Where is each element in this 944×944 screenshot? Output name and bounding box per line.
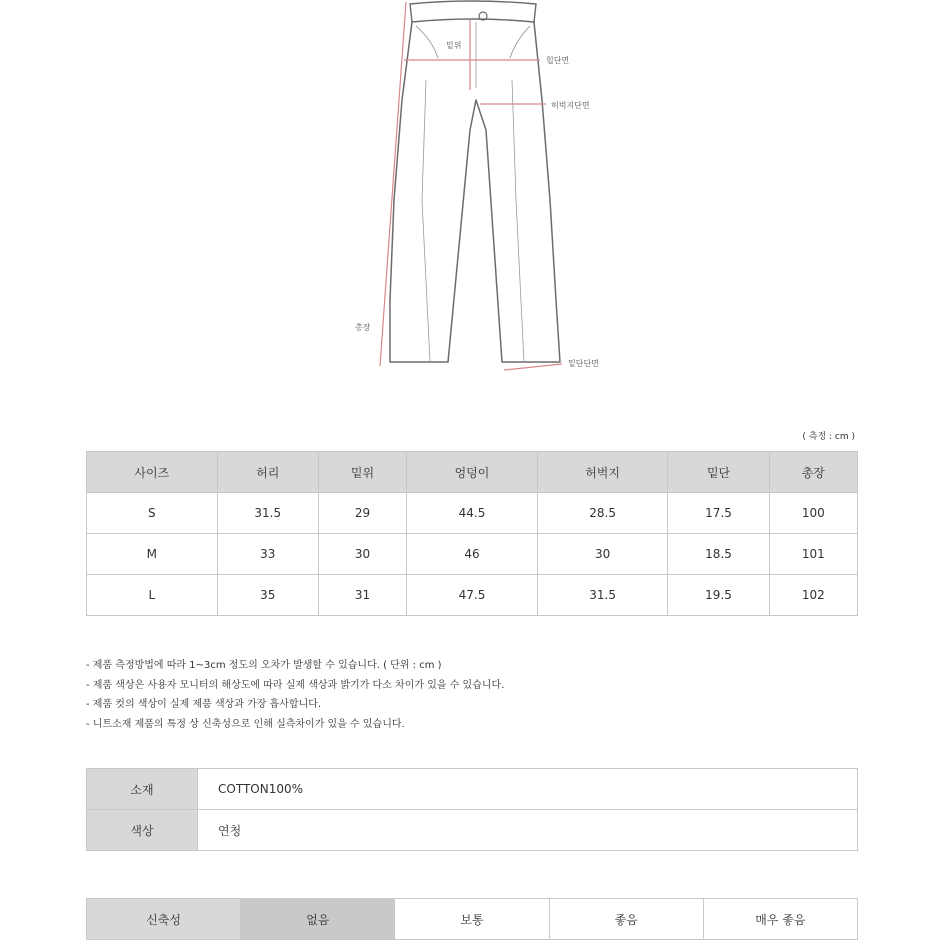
- table-cell: 30: [318, 534, 406, 575]
- stretch-label: 신축성: [87, 899, 241, 940]
- header-thigh: 허벅지: [537, 452, 668, 493]
- table-cell: S: [87, 493, 218, 534]
- hip-label: 힙단면: [546, 56, 570, 65]
- table-cell: 30: [537, 534, 668, 575]
- table-row: [87, 575, 858, 616]
- table-cell: 47.5: [407, 575, 538, 616]
- stretch-table: [86, 898, 858, 940]
- table-cell: 19.5: [668, 575, 769, 616]
- table-cell: 31.5: [537, 575, 668, 616]
- stretch-option-good: 좋음: [549, 899, 703, 940]
- stretch-option-none: 없음: [241, 899, 395, 940]
- product-info-table: [86, 768, 858, 851]
- stretch-row: [87, 899, 858, 940]
- unit-note: ( 측정 : cm ): [802, 432, 855, 442]
- thigh-label: 허벅지단면: [551, 101, 590, 110]
- color-row: [87, 810, 858, 851]
- hem-label: 밑단단면: [568, 359, 599, 368]
- stretch-option-normal: 보통: [395, 899, 549, 940]
- table-cell: 29: [318, 493, 406, 534]
- length-measure-line: [380, 2, 406, 366]
- table-cell: M: [87, 534, 218, 575]
- table-cell: 46: [407, 534, 538, 575]
- table-cell: 102: [769, 575, 857, 616]
- header-rise: 밑위: [318, 452, 406, 493]
- notes-list: [86, 656, 504, 734]
- table-cell: 100: [769, 493, 857, 534]
- table-row: [87, 534, 858, 575]
- note-item: - 제품 측정방법에 따라 1~3cm 정도의 오차가 발생할 수 있습니다. ( 단위 : cm ): [86, 660, 442, 671]
- material-label: 소재: [87, 769, 198, 810]
- header-hip: 엉덩이: [407, 452, 538, 493]
- table-cell: 35: [217, 575, 318, 616]
- note-item: - 제품 컷의 색상이 실제 제품 색상과 가장 흡사합니다.: [86, 699, 322, 710]
- header-waist: 허리: [217, 452, 318, 493]
- material-row: [87, 769, 858, 810]
- table-row: [87, 493, 858, 534]
- table-cell: 18.5: [668, 534, 769, 575]
- table-cell: 31.5: [217, 493, 318, 534]
- size-table-header-row: [87, 452, 858, 493]
- table-cell: 101: [769, 534, 857, 575]
- material-value: COTTON100%: [198, 769, 858, 810]
- header-length: 총장: [769, 452, 857, 493]
- stretch-option-very-good: 매우 좋음: [703, 899, 857, 940]
- size-table: [86, 451, 858, 616]
- pants-diagram: [0, 0, 944, 400]
- table-cell: L: [87, 575, 218, 616]
- rise-label: 밑위: [446, 41, 462, 50]
- table-cell: 33: [217, 534, 318, 575]
- table-cell: 44.5: [407, 493, 538, 534]
- header-hem: 밑단: [668, 452, 769, 493]
- hem-measure-line: [504, 364, 562, 370]
- length-label: 총장: [355, 323, 371, 332]
- header-size: 사이즈: [87, 452, 218, 493]
- note-item: - 니트소재 제품의 특정 상 신축성으로 인해 실측차이가 있을 수 있습니다.: [86, 718, 405, 730]
- pants-illustration: [0, 0, 944, 400]
- table-cell: 28.5: [537, 493, 668, 534]
- table-cell: 31: [318, 575, 406, 616]
- color-label: 색상: [87, 810, 198, 851]
- note-item: - 제품 색상은 사용자 모니터의 해상도에 따라 실제 색상과 밝기가 다소 차이가 있을 수 있습니다.: [86, 679, 505, 691]
- table-cell: 17.5: [668, 493, 769, 534]
- color-value: 연청: [198, 810, 858, 851]
